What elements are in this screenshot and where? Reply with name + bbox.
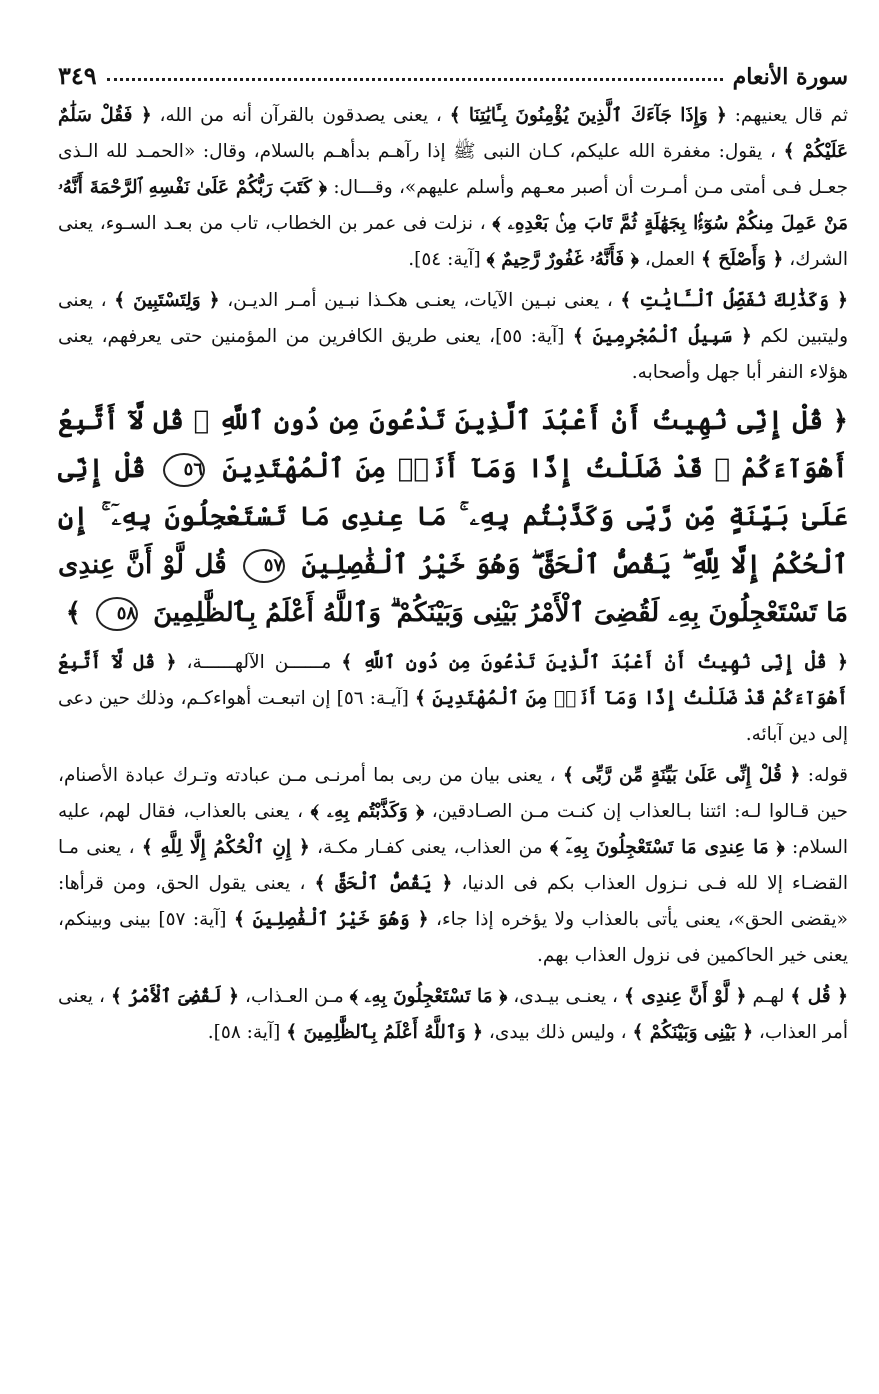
text-segment: ، يعنى يقول الحق، ومن قرأها: «يقضى الحق»، يعنى يأتى بالعذاب ولا يؤخره إذا جاء، — [58, 873, 848, 930]
verse-56-text: ﴿ قُلْ إِنِّى نُهِيتُ أَنْ أَعْبُدَ ٱلَّذِينَ تَدْعُونَ مِن دُونِ ٱللَّهِ ۚ قُل لَّآ أَتَّبِعُ أَهْوَآءَكُمْ ۙ قَدْ ضَلَلْتُ إِذًا وَمَآ أَنَا۠ مِنَ ٱلْمُهْتَدِينَ — [58, 406, 848, 484]
quran-quote: ﴿ إِنِ ٱلْحُكْمُ إِلَّا لِلَّهِ ﴾ — [141, 837, 310, 858]
text-segment: ، يعنى يصدقون بالقرآن أنه من الله، — [159, 105, 442, 126]
quran-quote: ﴿ قُلْ إِنِّى عَلَىٰ بَيِّنَةٍ مِّن رَّبِّى ﴾ — [562, 765, 801, 786]
paragraph-3 — [58, 645, 848, 753]
quran-quote: ﴿ فَقُلْ سَلَٰمٌ عَلَيْكُمْ ﴾ — [58, 105, 848, 162]
text-segment: ثم قال يعنيهم: — [734, 105, 848, 126]
verse-58-text: قُل لَّوْ أَنَّ عِندِى مَا تَسْتَعْجِلُونَ بِهِۦ لَقُضِىَ ٱلْأَمْرُ بَيْنِى وَبَيْنَكُمْ ۗ وَٱللَّهُ أَعْلَمُ بِٱلظَّٰلِمِينَ — [58, 550, 848, 628]
text-segment: ، يعنى بالعذاب، فقال لهم، عليه السلام: — [58, 801, 849, 858]
quran-quote: ﴿ وَكَذَٰلِكَ نُفَصِّلُ ٱلْـَٔايَٰتِ ﴾ — [620, 290, 848, 311]
text-segment: ، يعنى وليتبين لكم — [58, 290, 849, 347]
text-segment: [آية: ٥٥]، يعنى طريق الكافرين من المؤمنين حتى يعرفهم، يعنى هؤلاء النفر أبا جهل وأصحابه. — [58, 326, 848, 383]
text-segment: ، يعنى أمر العذاب، — [58, 986, 848, 1043]
quran-quote: ﴿ قُل ﴾ — [790, 986, 849, 1007]
paragraph-2 — [58, 283, 848, 391]
text-segment: [آية: ٥٧] بينى وبينكم، يعنى خير الحاكمين فى نزول العذاب بهم. — [58, 909, 848, 966]
ayah-number-marker: ٥٨ — [96, 597, 138, 631]
quran-quote: ﴿ كَتَبَ رَبُّكُمْ عَلَىٰ نَفْسِهِ ٱلرَّحْمَةَ أَنَّهُۥ مَنْ عَمِلَ مِنكُمْ سُوٓءًۢا بِجَهَٰلَةٍ ثُمَّ تَابَ مِنۢ بَعْدِهِۦ ﴾ — [58, 177, 848, 234]
quran-quote: ﴿ قُل لَّآ أَتَّبِعُ أَهْوَآءَكُمْ قَدْ ضَلَلْتُ إِذًا وَمَآ أَنَا۠ مِنَ ٱلْمُهْتَدِينَ ﴾ — [58, 652, 848, 709]
quran-quote: ﴿ وَإِذَا جَآءَكَ ٱلَّذِينَ يُؤْمِنُونَ بِـَٔايَٰتِنَا ﴾ — [449, 105, 727, 126]
surah-title: سورة الأنعام — [732, 64, 848, 90]
page-header — [58, 48, 848, 90]
text-segment: ، يعنى بيان من ربى بما أمرنـى مـن عبادته وتـرك عبادة الأصنام، حين قـالوا لـه: ائتنا بـالعذاب إن كنـت مـن الصـادقين، — [58, 765, 848, 822]
quran-quote: ﴿ لَقُضِىَ ٱلْأَمْرُ ﴾ — [111, 986, 240, 1007]
text-segment: مـن العـذاب، — [245, 986, 344, 1007]
quran-quote: ﴿ وَٱللَّهُ أَعْلَمُ بِٱلظَّٰلِمِينَ ﴾ — [286, 1022, 484, 1043]
text-segment: ، نزلت فى عمر بن الخطاب، تاب من بعـد السـوء، يعنى الشرك، — [58, 213, 848, 270]
text-segment: ، يقول: مغفرة الله عليكم، كـان النبى ﷺ إذا رآهـم بدأهـم بالسلام، وقال: «الحمـد لله الـذى جعـل فـى أمتى مـن أمـرت أن أصبر معـهم وأسلم عليهم»، وقـــال: — [58, 141, 849, 198]
page-content — [58, 98, 848, 1051]
header-dotted-leader — [107, 78, 723, 81]
quran-quote: ﴿ يَقُصُّ ٱلْحَقَّ ﴾ — [314, 873, 453, 894]
text-segment: مــــــن الآلهــــــة، — [186, 652, 332, 673]
paragraph-5 — [58, 979, 848, 1051]
quran-quote: ﴿ سَبِيلُ ٱلْمُجْرِمِينَ ﴾ — [572, 326, 752, 347]
text-segment: [آيـة: ٥٦] إن اتبعـت أهواءكـم، وذلك حين دعى إلى دين آبائه. — [58, 688, 848, 745]
text-segment: ، وليس ذلك بيدى، — [488, 1022, 627, 1043]
text-segment: العمل، — [644, 249, 696, 270]
quran-quote: ﴿ قُلْ إِنِّى نُهِيتُ أَنْ أَعْبُدَ ٱلَّذِينَ تَدْعُونَ مِن دُونِ ٱللَّهِ ﴾ — [341, 652, 848, 673]
verse-reference: [آية: ٥٨]. — [207, 1022, 281, 1043]
ayah-number-marker: ٥٧ — [243, 549, 285, 583]
paragraph-1 — [58, 98, 848, 278]
quran-quote: ﴿ وَأَصْلَحَ ﴾ — [700, 249, 784, 270]
text-segment: قوله: — [807, 765, 848, 786]
quran-quote: ﴿ مَا عِندِى مَا تَسْتَعْجِلُونَ بِهِۦٓ ﴾ — [549, 837, 785, 858]
text-segment: ، يعنـى بيـدى، — [513, 986, 618, 1007]
paragraph-4 — [58, 758, 848, 974]
verse-reference: [آية: ٥٤]. — [408, 249, 481, 270]
quran-quote: ﴿ فَأَنَّهُۥ غَفُورٌ رَّحِيمٌ ﴾ — [486, 249, 639, 270]
ayah-number-marker: ٥٦ — [163, 453, 205, 487]
verse-57-text: قُلْ إِنِّى عَلَىٰ بَيِّنَةٍ مِّن رَّبِّى وَكَذَّبْتُم بِهِۦ ۚ مَا عِندِى مَا تَسْتَعْجِلُونَ بِهِۦٓ ۚ إِنِ ٱلْحُكْمُ إِلَّا لِلَّهِ ۖ يَقُصُّ ٱلْحَقَّ ۖ وَهُوَ خَيْرُ ٱلْفَٰصِلِينَ — [58, 454, 848, 580]
quran-quote: ﴿ وَكَذَّبْتُم بِهِۦ ﴾ — [310, 801, 425, 822]
book-page — [58, 48, 848, 1056]
closing-bracket: ﴾ — [65, 598, 81, 628]
quran-verse-block — [58, 397, 848, 637]
text-segment: ، يعنى مـا القضـاء إلا لله فـى نـزول العذاب بكم فى الدنيا، — [58, 837, 848, 894]
text-segment: من العذاب، يعنى كفـار مكـة، — [317, 837, 543, 858]
quran-quote: ﴿ بَيْنِى وَبَيْنَكُمْ ﴾ — [632, 1022, 754, 1043]
text-segment: لهـم — [752, 986, 785, 1007]
quran-quote: ﴿ مَا تَسْتَعْجِلُونَ بِهِۦ ﴾ — [349, 986, 508, 1007]
page-number: ٣٤٩ — [58, 61, 97, 90]
quran-quote: ﴿ وَلِتَسْتَبِينَ ﴾ — [114, 290, 220, 311]
quran-quote: ﴿ لَّوْ أَنَّ عِندِى ﴾ — [623, 986, 747, 1007]
text-segment: ، يعنى نبـين الآيات، يعنـى هكـذا نبـين أمـر الديـن، — [227, 290, 613, 311]
quran-quote: ﴿ وَهُوَ خَيْرُ ٱلْفَٰصِلِينَ ﴾ — [233, 909, 429, 930]
